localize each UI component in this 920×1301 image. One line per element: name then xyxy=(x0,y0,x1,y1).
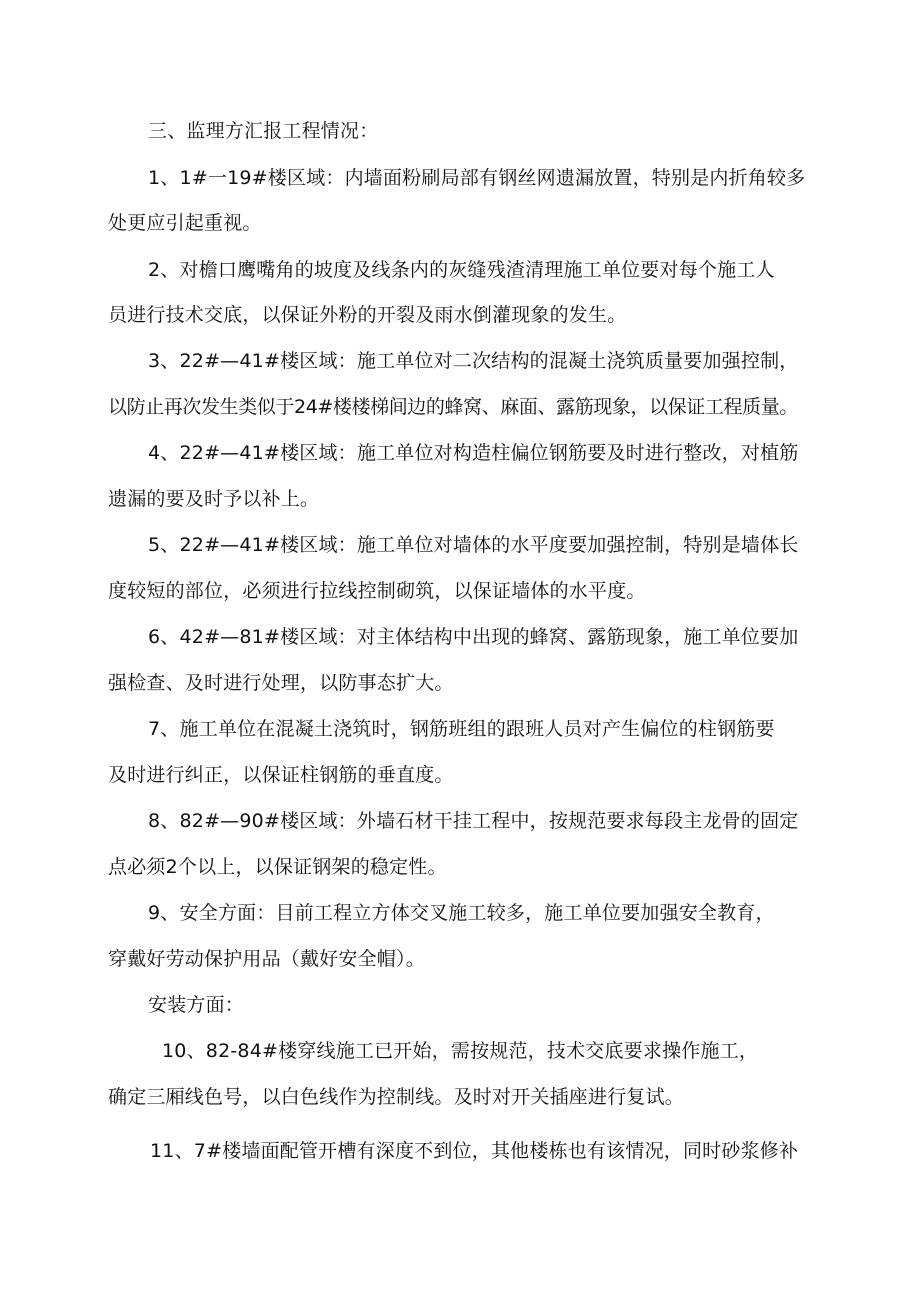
item-2-line-2: 员进行技术交底，以保证外粉的开裂及雨水倒灌现象的发生。 xyxy=(108,304,627,326)
item-2-line-1: 2、对檐口鹰嘴角的坡度及线条内的灰缝残渣清理施工单位要对每个施工人 xyxy=(148,259,775,281)
item-7-line-2: 及时进行纠正，以保证柱钢筋的垂直度。 xyxy=(108,764,454,786)
item-8-line-2: 点必须2个以上，以保证钢架的稳定性。 xyxy=(108,856,447,878)
item-1-line-2: 处更应引起重视。 xyxy=(108,212,262,234)
item-5-line-1: 5、22#—41#楼区域：施工单位对墙体的水平度要加强控制，特别是墙体长 xyxy=(148,534,799,556)
item-4-line-1: 4、22#—41#楼区域：施工单位对构造柱偏位钢筋要及时进行整改，对植筋 xyxy=(148,442,799,464)
item-10-line-2: 确定三厢线色号，以白色线作为控制线。及时对开关插座进行复试。 xyxy=(108,1086,685,1108)
section-heading: 三、监理方汇报工程情况： xyxy=(148,120,379,142)
item-3-line-1: 3、22#—41#楼区域：施工单位对二次结构的混凝土浇筑质量要加强控制， xyxy=(148,350,799,372)
item-1-line-1: 1、1#一19#楼区域：内墙面粉刷局部有钢丝网遗漏放置，特别是内折角较多 xyxy=(148,167,806,189)
item-11-line-1: 11、7#楼墙面配管开槽有深度不到位，其他楼栋也有该情况，同时砂浆修补 xyxy=(150,1140,799,1162)
item-9-line-2: 穿戴好劳动保护用品（戴好安全帽）。 xyxy=(108,948,425,970)
item-6-line-2: 强检查、及时进行处理，以防事态扩大。 xyxy=(108,672,454,694)
item-7-line-1: 7、施工单位在混凝土浇筑时，钢筋班组的跟班人员对产生偏位的柱钢筋要 xyxy=(148,718,775,740)
item-9-line-1: 9、安全方面：目前工程立方体交叉施工较多，施工单位要加强安全教育， xyxy=(148,902,775,924)
item-10-line-1: 10、82-84#楼穿线施工已开始，需按规范，技术交底要求操作施工， xyxy=(162,1040,759,1062)
item-3-line-2: 以防止再次发生类似于24#楼楼梯间边的蜂窝、麻面、露筋现象，以保证工程质量。 xyxy=(108,396,798,418)
item-6-line-1: 6、42#—81#楼区域：对主体结构中出现的蜂窝、露筋现象，施工单位要加 xyxy=(148,626,799,648)
item-8-line-1: 8、82#—90#楼区域：外墙石材干挂工程中，按规范要求每段主龙骨的固定 xyxy=(148,810,799,832)
item-4-line-2: 遗漏的要及时予以补上。 xyxy=(108,488,320,510)
install-heading: 安装方面： xyxy=(148,994,245,1016)
item-5-line-2: 度较短的部位，必须进行拉线控制砌筑，以保证墙体的水平度。 xyxy=(108,580,646,602)
